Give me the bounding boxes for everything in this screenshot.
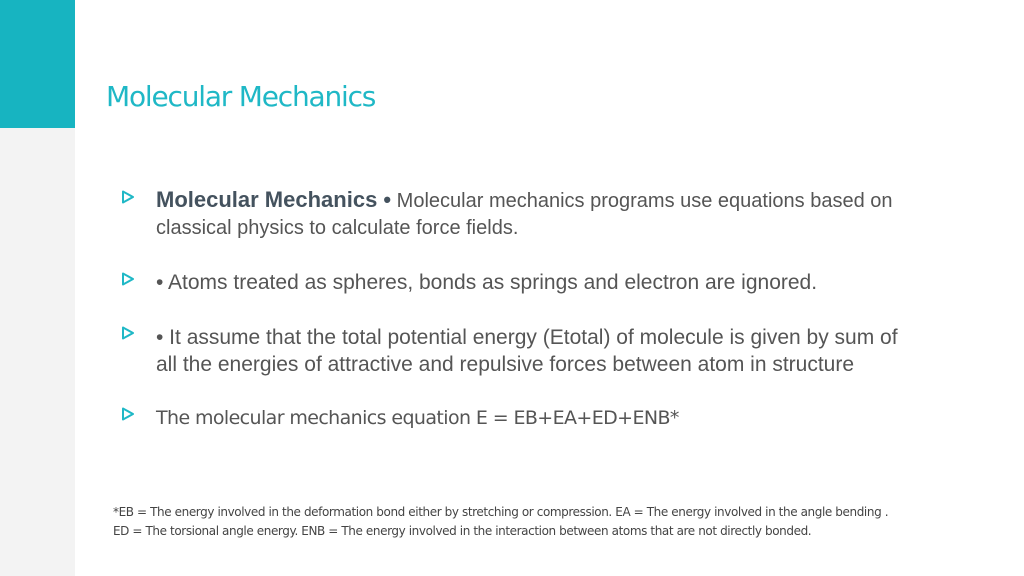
triangle-right-icon [121, 407, 135, 421]
bullet-item-4: The molecular mechanics equation E = EB+EA+ED+ENB* [156, 407, 679, 429]
triangle-right-icon [121, 272, 135, 286]
bullet-item-2: • Atoms treated as spheres, bonds as springs and electron are ignored. [156, 271, 818, 294]
footnote-line-1: *EB = The energy involved in the deformation bond either by stretching or compression. EA = The energy involved in the angle bending . [113, 505, 889, 519]
triangle-right-icon [121, 326, 135, 340]
footnote-line-2: ED = The torsional angle energy. ENB = The energy involved in the interaction between atoms that are not directly bonded. [113, 524, 812, 538]
footnote [113, 503, 973, 541]
triangle-right-icon [121, 190, 135, 204]
slide-title: Molecular Mechanics [106, 80, 376, 113]
bullet-item-1 [156, 186, 916, 242]
side-accent-block [0, 0, 75, 128]
bullet-lead: Molecular Mechanics • [156, 187, 392, 212]
bullet-text: Molecular mechanics programs use equations based on classical physics to calculate force fields. [156, 190, 893, 239]
bullet-item-3: • It assume that the total potential energy (Etotal) of molecule is given by sum of all the energies of attractive and repulsive forces between atom in structure [156, 326, 898, 376]
